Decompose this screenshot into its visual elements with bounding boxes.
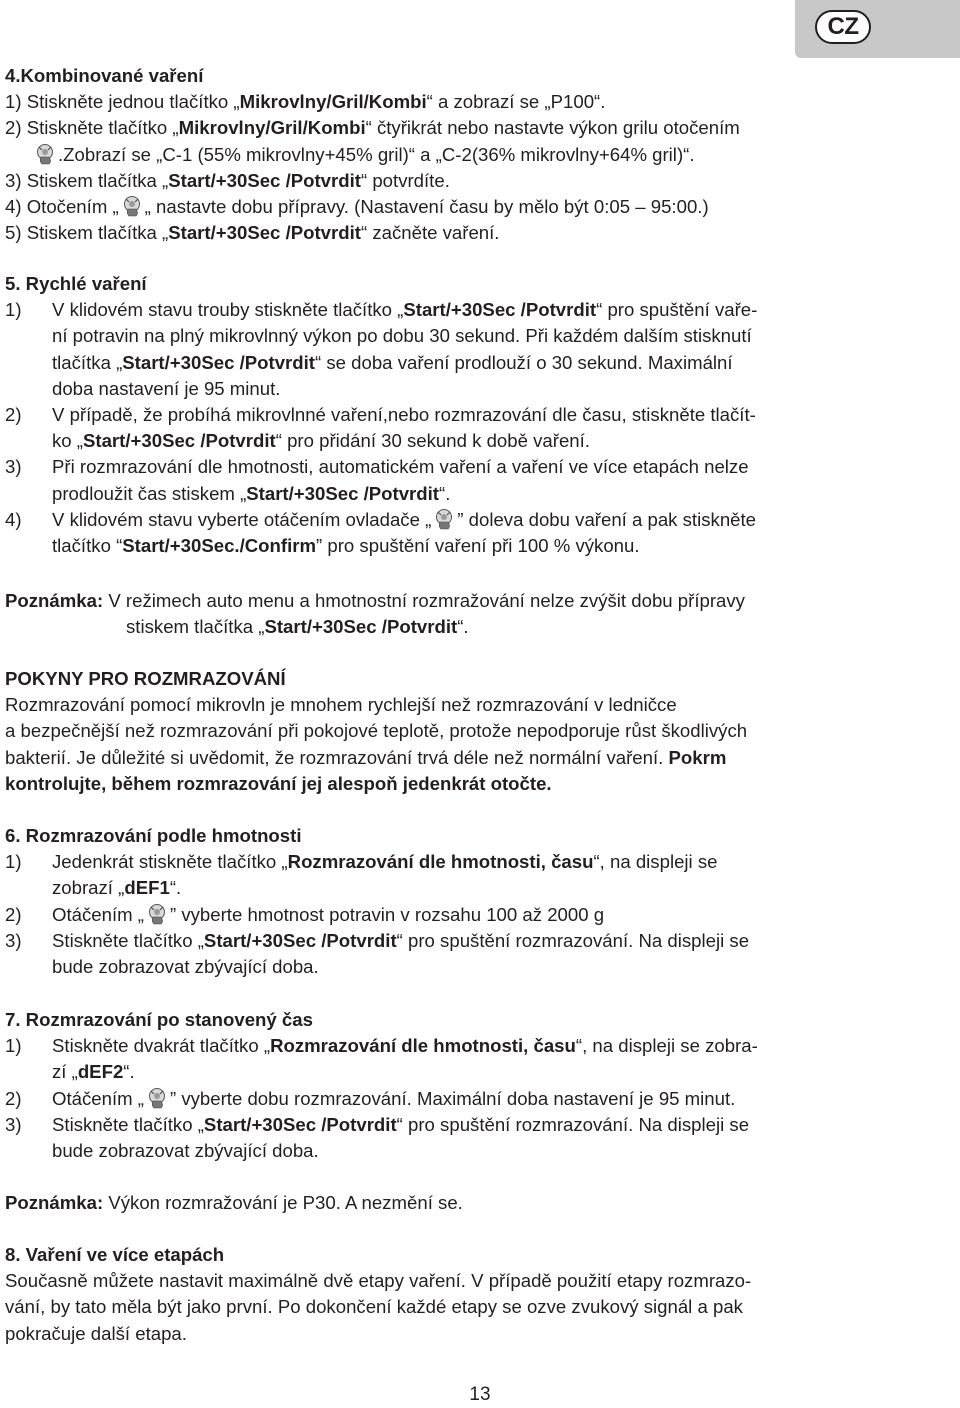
section-6-heading: 6. Rozmrazování podle hmotnosti [5,825,302,846]
note-2: Poznámka: Výkon rozmražování je P30. A nezmění se. [5,1192,463,1213]
defrost-guidance: POKYNY PRO ROZMRAZOVÁNÍ Rozmrazování pomocí mikrovln je mnohem rychlejší než rozmrazování v ledničce a bezpečnější než rozmrazování při pokojové teplotě, protože nepodporuje růst škodlivých bakterií. Je důležité si uvědomit, že rozmrazování trvá déle než normální vaření. Pokrm kontrolujte, během rozmrazování jej alespoň jedenkrát otočte. [5,666,950,797]
list-item: 2) V případě, že probíhá mikrovlnné vaření,nebo rozmrazování dle času, stiskněte tlačít- ko „Start/+30Sec /Potvrdit“ pro přidání 30 sekund k době vaření. [5,403,756,452]
knob-hand-icon [121,195,143,217]
knob-hand-icon [146,1087,168,1109]
s4-line-3: .Zobrazí se „C-1 (55% mikrovlny+45% gril)“ a „C-2(36% mikrovlny+64% gril)“. [5,142,950,168]
section-4 [5,63,950,246]
s4-line-6: 5) Stiskem tlačítka „Start/+30Sec /Potvrdit“ začněte vaření. [5,222,500,244]
list-item: 2) Otáčením „ ” vyberte hmotnost potravin v rozsahu 100 až 2000 g [5,903,605,925]
list-item: 1) Jedenkrát stiskněte tlačítko „Rozmrazování dle hmotnosti, času“, na displeji se zobrazí „dEF1“. [5,851,718,899]
section-6 [5,823,950,980]
s4-line-4: 3) Stiskem tlačítka „Start/+30Sec /Potvrdit“ potvrdíte. [5,169,450,191]
note-label: Poznámka: [5,1192,104,1213]
s4-line-5: 4) Otočením „ „ nastavte dobu přípravy. (Nastavení času by mělo být 0:05 – 95:00.) [5,195,709,217]
page-number: 13 [469,1384,491,1405]
s4-line-2: 2) Stiskněte tlačítko „Mikrovlny/Gril/Kombi“ čtyřikrát nebo nastavte výkon grilu otočením [5,117,740,139]
section-7 [5,1007,950,1164]
list-item: 2) Otáčením „ ” vyberte dobu rozmrazování. Maximální doba nastavení je 95 minut. [5,1087,736,1109]
section-4-heading: 4.Kombinované vaření [5,65,204,86]
language-badge: CZ [815,10,871,44]
knob-hand-icon [146,903,168,925]
list-item: 4) V klidovém stavu vyberte otáčením ovladače „ ” doleva dobu vaření a pak stiskněte tlačítko “Start/+30Sec./Confirm” pro spuštění vaření při 100 % výkonu. [5,508,757,556]
s4-line-1: 1) Stiskněte jednou tlačítko „Mikrovlny/Gril/Kombi“ a zobrazí se „P100“. [5,91,606,113]
knob-hand-icon [34,143,56,165]
section-5-heading: 5. Rychlé vaření [5,273,147,294]
section-5 [5,271,950,559]
section-8: 8. Vaření ve více etapách Současně můžete nastavit maximálně dvě etapy vaření. V případě použití etapy rozmrazo- vání, by tato měla být jako první. Po dokončení každé etapy se ozve zvukový signál a pak pokračuje další etapa. [5,1242,950,1347]
list-item: 3) Stiskněte tlačítko „Start/+30Sec /Potvrdit“ pro spuštění rozmrazování. Na displeji se bude zobrazovat zbývající doba. [5,1113,750,1161]
list-item: 1) V klidovém stavu trouby stiskněte tlačítko „Start/+30Sec /Potvrdit“ pro spuštění vaře- ní potravin na plný mikrovlnný výkon po dobu 30 sekund. Při každém dalším stisknutí tlačítka „Start/+30Sec /Potvrdit“ se doba vaření prodlouží o 30 sekund. Maximální doba nastavení je 95 minut. [5,299,758,399]
list-item: 3) Stiskněte tlačítko „Start/+30Sec /Potvrdit“ pro spuštění rozmrazování. Na displeji se bude zobrazovat zbývající doba. [5,929,750,977]
section-8-heading: 8. Vaření ve více etapách [5,1244,225,1265]
list-item: 3) Při rozmrazování dle hmotnosti, automatickém vaření a vaření ve více etapách nelze prodloužit čas stiskem „Start/+30Sec /Potvrdit“. [5,456,749,504]
note-label: Poznámka: [5,590,104,611]
defrost-heading: POKYNY PRO ROZMRAZOVÁNÍ [5,668,286,689]
knob-hand-icon [433,508,455,530]
list-item: 1) Stiskněte dvakrát tlačítko „Rozmrazování dle hmotnosti, času“, na displeji se zobra- zí „dEF2“. [5,1035,758,1083]
section-7-heading: 7. Rozmrazování po stanovený čas [5,1009,313,1030]
note-1: Poznámka: V režimech auto menu a hmotnostní rozmražování nelze zvýšit dobu přípravy stiskem tlačítka „Start/+30Sec /Potvrdit“. [5,590,745,638]
